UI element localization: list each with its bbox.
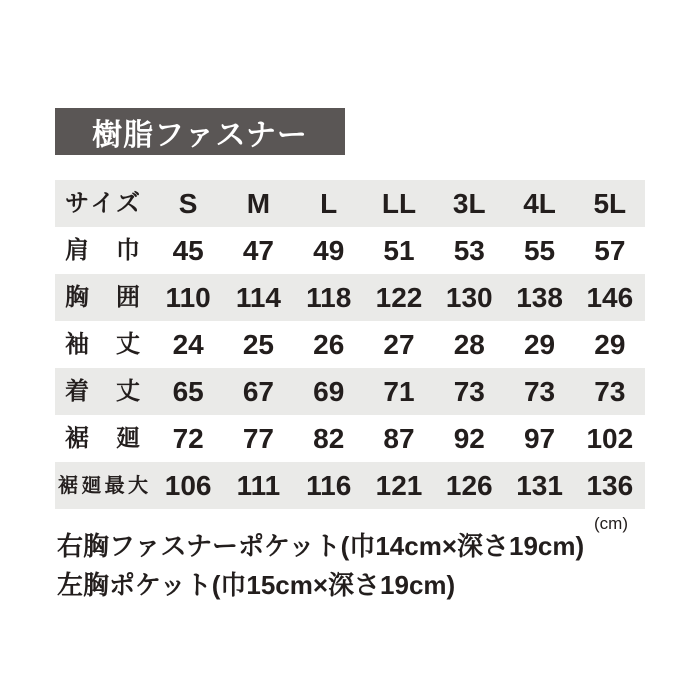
- size-header-cell: 3L: [452, 187, 486, 219]
- banner-title: 樹脂ファスナー: [55, 108, 345, 155]
- value-cell: 131: [516, 469, 563, 501]
- value-cell: 87: [383, 422, 415, 454]
- value-cell: 114: [235, 281, 281, 313]
- value-cell: 110: [165, 281, 211, 313]
- row-label: 胸 囲: [65, 283, 140, 311]
- value-cell: 126: [445, 469, 493, 501]
- size-table: [55, 180, 645, 509]
- value-cell: 106: [164, 469, 212, 501]
- table-row: [55, 227, 645, 274]
- value-cell: 138: [516, 281, 563, 313]
- value-cell: 47: [242, 234, 274, 266]
- value-cell: 102: [586, 422, 634, 454]
- value-cell: 28: [453, 328, 485, 360]
- row-label: 裾 廻: [65, 424, 140, 452]
- value-cell: 130: [445, 281, 493, 313]
- size-header-cell: S: [178, 187, 198, 219]
- units-note: (cm): [594, 514, 628, 533]
- value-cell: 51: [383, 234, 415, 266]
- value-cell: 25: [242, 328, 274, 360]
- row-label: 肩 巾: [65, 236, 140, 264]
- value-cell: 65: [172, 375, 204, 407]
- value-cell: 72: [172, 422, 204, 454]
- value-cell: 29: [594, 328, 626, 360]
- value-cell: 116: [306, 469, 352, 501]
- row-label: 裾 廻 最 大: [58, 474, 148, 497]
- value-cell: 146: [586, 281, 634, 313]
- value-cell: 73: [523, 375, 556, 407]
- value-cell: 73: [594, 375, 626, 407]
- value-cell: 73: [453, 375, 485, 407]
- value-cell: 55: [523, 234, 556, 266]
- value-cell: 26: [313, 328, 345, 360]
- size-header-cell: LL: [381, 187, 417, 219]
- row-label: 着 丈: [65, 377, 140, 405]
- size-header-cell: 5L: [593, 187, 627, 219]
- value-cell: 122: [375, 281, 423, 313]
- size-header-cell: L: [320, 187, 338, 219]
- size-header-label: サ イ ズ: [65, 189, 140, 217]
- table-row: [55, 321, 645, 368]
- value-cell: 97: [523, 422, 556, 454]
- value-cell: 82: [313, 422, 345, 454]
- pocket-note-left-chest: 左胸ポケット(巾15cm×深さ19cm): [57, 570, 456, 600]
- value-cell: 118: [306, 281, 352, 313]
- value-cell: 57: [594, 234, 626, 266]
- table-row: [55, 274, 645, 321]
- value-cell: 92: [453, 422, 485, 454]
- value-cell: 45: [172, 234, 204, 266]
- value-cell: 24: [172, 328, 204, 360]
- size-header-cell: M: [246, 187, 271, 219]
- value-cell: 111: [236, 469, 281, 501]
- value-cell: 69: [313, 375, 345, 407]
- value-cell: 27: [383, 328, 415, 360]
- table-header-row: [55, 180, 645, 227]
- pocket-note-right-chest: 右胸ファスナーポケット(巾14cm×深さ19cm): [57, 531, 585, 561]
- value-cell: 67: [242, 375, 274, 407]
- value-cell: 49: [313, 234, 345, 266]
- size-header-cell: 4L: [523, 187, 556, 219]
- value-cell: 71: [383, 375, 415, 407]
- row-label: 袖 丈: [65, 330, 140, 358]
- value-cell: 77: [242, 422, 274, 454]
- table-row: [55, 415, 645, 462]
- table-row: [55, 368, 645, 415]
- table-row: [55, 462, 645, 509]
- value-cell: 29: [523, 328, 556, 360]
- value-cell: 136: [586, 469, 634, 501]
- value-cell: 121: [375, 469, 423, 501]
- value-cell: 53: [453, 234, 485, 266]
